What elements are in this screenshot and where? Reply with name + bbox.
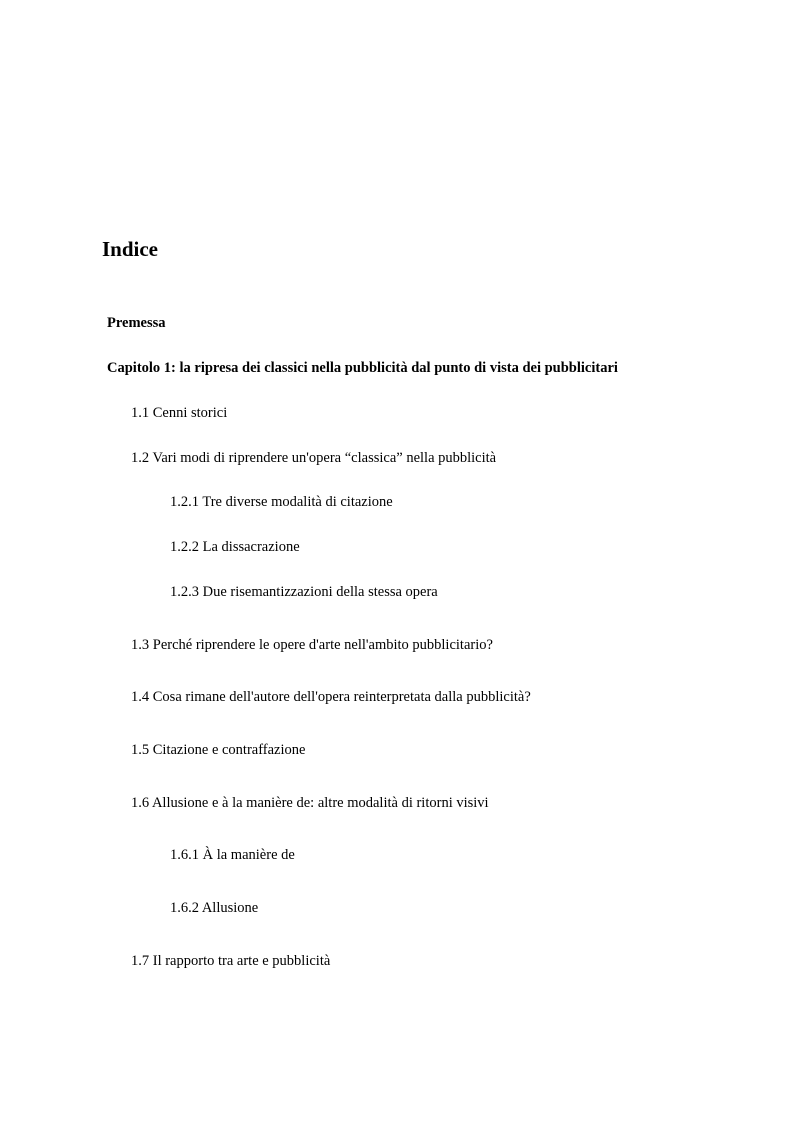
toc-entry-1-6: 1.6 Allusione e à la manière de: altre modalità di ritorni visivi [131,795,489,811]
toc-entry-1-2-3: 1.2.3 Due risemantizzazioni della stessa opera [170,584,438,600]
toc-entry-1-3: 1.3 Perché riprendere le opere d'arte nell'ambito pubblicitario? [131,637,493,653]
toc-entry-premessa: Premessa [107,315,166,331]
toc-entry-1-6-1: 1.6.1 À la manière de [170,847,295,863]
toc-entry-1-6-2: 1.6.2 Allusione [170,900,259,916]
page-title: Indice [102,237,159,261]
toc-entry-1-2-2: 1.2.2 La dissacrazione [170,539,300,555]
toc-entry-chapter-1: Capitolo 1: la ripresa dei classici nella pubblicità dal punto di vista dei pubblicitari [107,360,618,376]
toc-entry-1-2: 1.2 Vari modi di riprendere un'opera “classica” nella pubblicità [131,450,497,466]
toc-entry-1-1: 1.1 Cenni storici [131,405,228,421]
toc-entry-1-7: 1.7 Il rapporto tra arte e pubblicità [131,953,331,969]
toc-entry-1-4: 1.4 Cosa rimane dell'autore dell'opera reinterpretata dalla pubblicità? [131,689,531,705]
toc-entry-1-2-1: 1.2.1 Tre diverse modalità di citazione [170,494,393,510]
toc-entry-1-5: 1.5 Citazione e contraffazione [131,742,306,758]
